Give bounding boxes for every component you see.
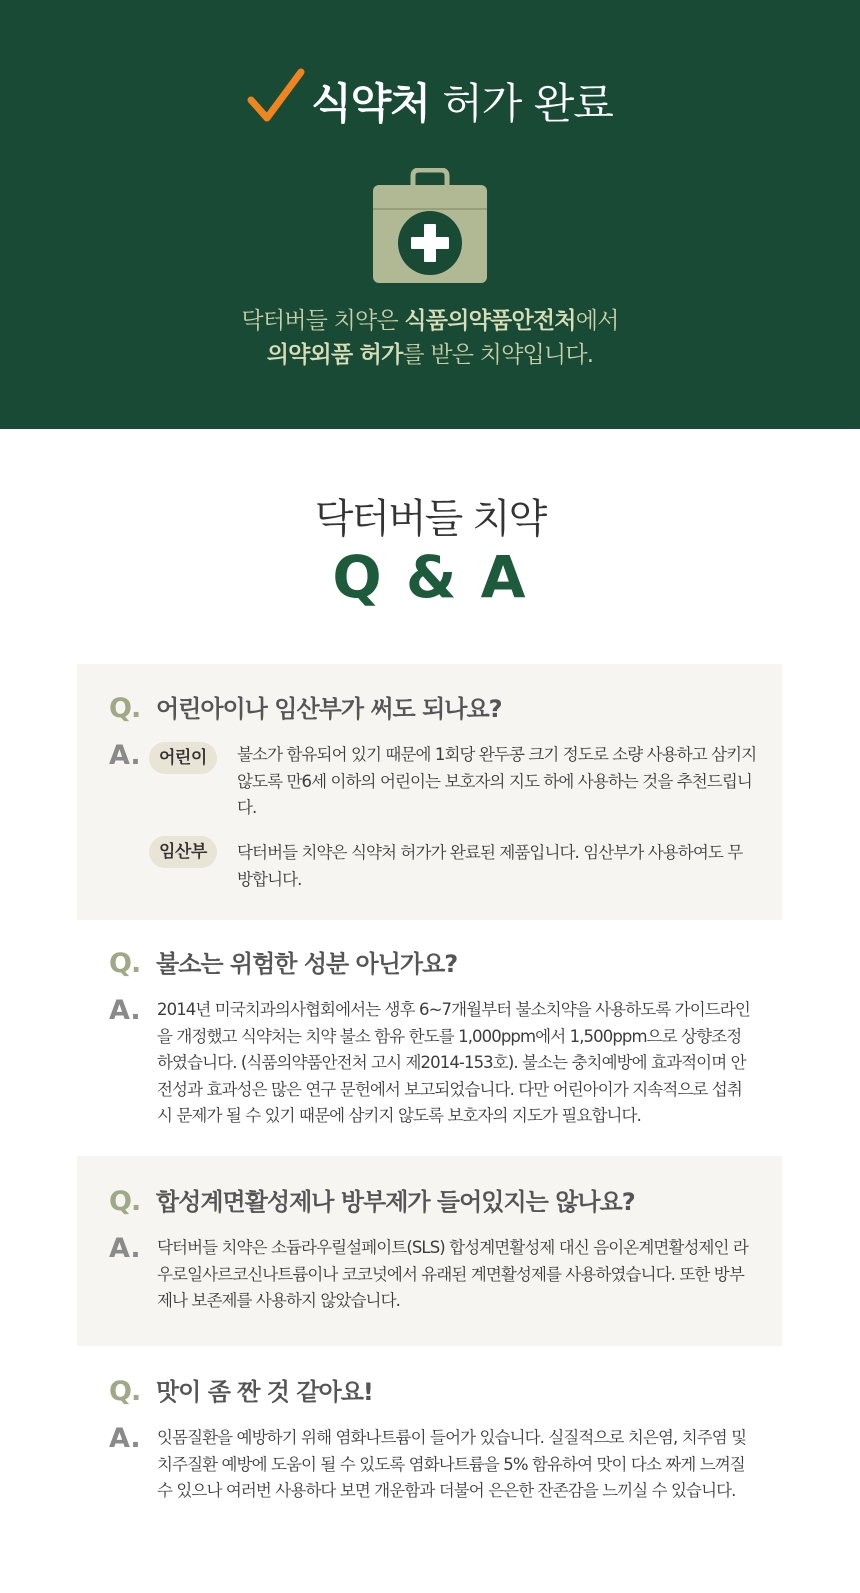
qa-header (0, 494, 860, 610)
hero-desc-line1-bold: 식품의약품안전처 (404, 308, 576, 334)
hero-desc-line2-post: 를 받은 치약입니다. (402, 342, 594, 368)
faq-question (109, 1182, 635, 1217)
hero-banner (0, 0, 860, 429)
first-aid-kit-icon (373, 168, 487, 283)
faq-question (109, 1372, 373, 1407)
q-marker: Q. (109, 693, 141, 724)
q-marker: Q. (109, 1186, 141, 1217)
a-marker: A. (109, 1423, 141, 1454)
hero-description (0, 304, 860, 372)
check-icon (247, 66, 305, 134)
a-marker: A. (109, 740, 141, 771)
tag-children: 어린이 (149, 742, 217, 774)
q-marker: Q. (109, 1376, 141, 1407)
hero-title (0, 66, 860, 134)
faq-question (109, 689, 502, 724)
hero-desc-line2-bold: 의약외품 허가 (266, 342, 403, 368)
hero-title-light: 허가 완료 (442, 79, 613, 128)
answer-text: 닥터버들 치약은 소듐라우릴설페이트(SLS) 합성계면활성제 대신 음이온계면활성제인 라우로일사르코신나트륨이나 코코넛에서 유래된 계면활성제를 사용하였습니다. 또한 방부제나 보존제를 사용하지 않았습니다. (157, 1238, 748, 1310)
hero-title-strong: 식약처 (311, 79, 430, 128)
question-text: 맛이 좀 짠 것 같아요! (156, 1378, 373, 1406)
faq-item-salty-taste (77, 1346, 782, 1526)
question-text: 불소는 위험한 성분 아닌가요? (156, 950, 458, 978)
faq-item-fluoride (77, 920, 782, 1156)
hero-desc-line1-post: 에서 (575, 308, 619, 334)
question-text: 합성계면활성제나 방부제가 들어있지는 않나요? (156, 1188, 635, 1216)
faq-item-surfactant (77, 1156, 782, 1346)
q-marker: Q. (109, 948, 141, 979)
answer-text: 잇몸질환을 예방하기 위해 염화나트륨이 들어가 있습니다. 실질적으로 치은염, 치주염 및 치주질환 예방에 도움이 될 수 있도록 염화나트륨을 5% 함유하여 맛이 다소 짜게 느껴질 수 있으나 여러번 사용하다 보면 개운함과 더불어 은은한 잔존감을 느끼실 수 있습니다. (157, 1428, 747, 1500)
answer-text: 2014년 미국치과의사협회에서는 생후 6~7개월부터 불소치약을 사용하도록 가이드라인을 개정했고 식약처는 치약 불소 함유 한도를 1,000ppm에서 1,500ppm으로 상향조정 하였습니다. (식품의약품안전처 고시 제2014-153호). 불소는 충치예방에 효과적이며 안전성과 효과성은 많은 연구 문헌에서 보고되었습니다. 다만 어린아이가 지속적으로 섭취 시 문제가 될 수 있기 때문에 삼키지 않도록 보호자의 지도가 필요합니다. (157, 1000, 750, 1125)
faq-item-children-pregnant (77, 664, 782, 920)
answer-children-text: 불소가 함유되어 있기 때문에 1회당 완두콩 크기 정도로 소량 사용하고 삼키지 않도록 만6세 이하의 어린이는 보호자의 지도 하에 사용하는 것을 추천드립니다. (237, 745, 757, 817)
qa-subtitle: 닥터버들 치약 (314, 496, 546, 542)
a-marker: A. (109, 995, 141, 1026)
a-marker: A. (109, 1233, 141, 1264)
faq-question (109, 944, 457, 979)
hero-desc-line1-pre: 닥터버들 치약은 (241, 308, 405, 334)
tag-pregnant: 임산부 (149, 836, 217, 868)
qa-title: Q & A (332, 543, 528, 611)
answer-pregnant-text: 닥터버들 치약은 식약처 허가가 완료된 제품입니다. 임산부가 사용하여도 무방합니다. (237, 843, 743, 889)
question-text: 어린아이나 임산부가 써도 되나요? (156, 695, 502, 723)
